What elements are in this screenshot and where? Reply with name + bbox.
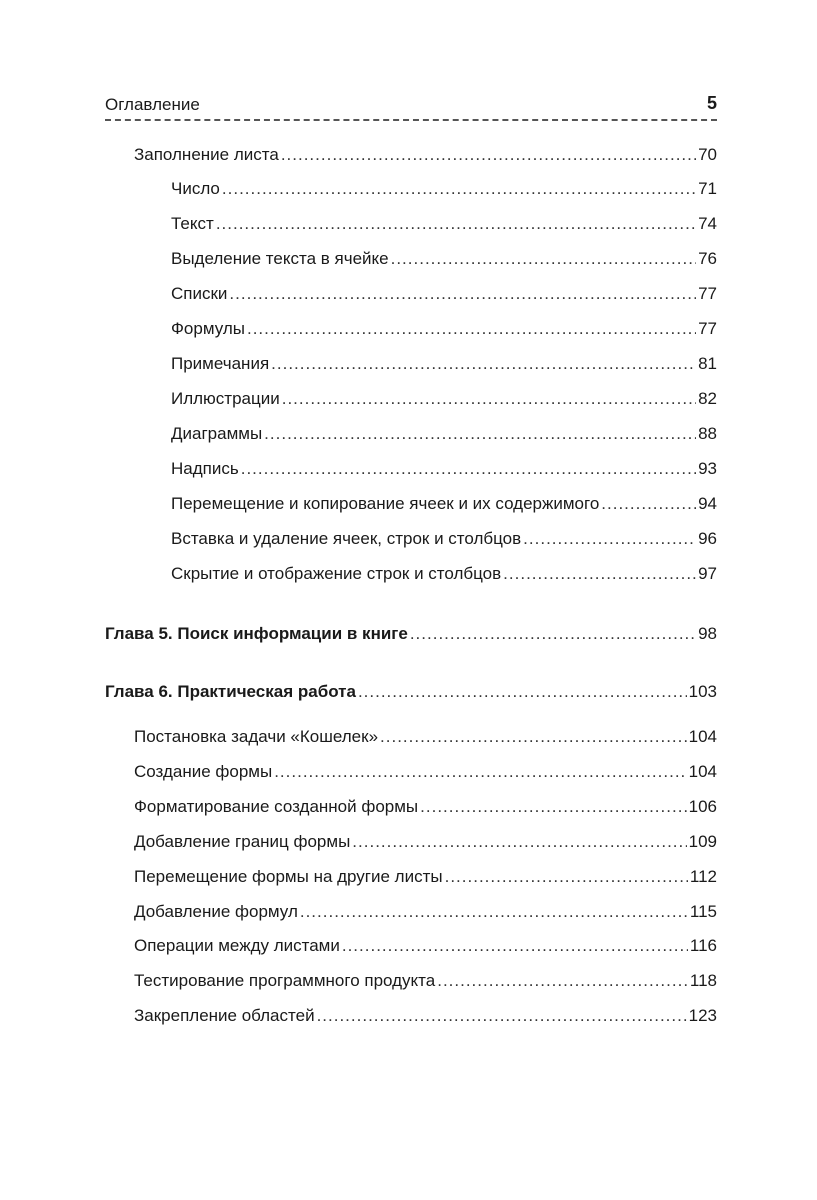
toc-entry-label: Надпись [171, 459, 239, 478]
toc-entry [171, 352, 717, 376]
toc-entry-label: Добавление формул [134, 902, 298, 921]
toc-entry-page: 103 [688, 682, 717, 701]
toc-entry-page: 94 [698, 494, 717, 513]
toc-entry [134, 725, 717, 749]
toc-entry-label: Диаграммы [171, 424, 263, 443]
toc-entry-label: Операции между листами [134, 936, 340, 955]
toc-entry-page: 118 [689, 971, 717, 990]
toc-entry-label: Закрепление областей [134, 1006, 315, 1025]
toc-entry [134, 830, 717, 854]
toc-entry-page: 88 [698, 424, 717, 443]
toc-entry [171, 527, 717, 551]
dot-leader [342, 934, 688, 958]
toc-entry [171, 212, 717, 236]
toc-entry-page: 116 [689, 936, 717, 955]
toc-entry-page: 104 [688, 762, 717, 781]
toc-entry [171, 247, 717, 271]
toc-entry-label: Постановка задачи «Кошелек» [134, 727, 379, 746]
toc-entry-label: Форматирование созданной формы [134, 797, 419, 816]
dot-leader [352, 830, 686, 854]
toc-entry [171, 562, 717, 586]
dot-leader [274, 760, 686, 784]
toc-entry-label: Иллюстрации [171, 389, 280, 408]
dot-leader [271, 352, 696, 376]
toc-entry-page: 81 [698, 354, 717, 373]
dot-leader [391, 247, 696, 271]
running-head-title: Оглавление [105, 95, 200, 114]
dot-leader [445, 865, 688, 889]
dot-leader [503, 562, 696, 586]
dot-leader [229, 282, 696, 306]
toc-entry-page: 77 [698, 284, 717, 303]
toc-entry [171, 387, 717, 411]
dot-leader [601, 492, 696, 516]
toc-entry-page: 97 [698, 564, 717, 583]
toc-entry [171, 422, 717, 446]
toc-entry-label: Заполнение листа [134, 145, 279, 164]
running-head-page-number: 5 [706, 93, 717, 113]
toc-entry-label: Тестирование программного продукта [134, 971, 436, 990]
dot-leader [282, 387, 696, 411]
toc-entry-page: 115 [689, 902, 717, 921]
toc-entry-page: 98 [698, 624, 717, 643]
toc-entry [134, 865, 717, 889]
toc-chapter-entry [105, 680, 717, 704]
toc-entry-label: Примечания [171, 354, 270, 373]
dot-leader [222, 177, 696, 201]
toc-entry [171, 177, 717, 201]
toc-entry-label: Глава 5. Поиск информации в книге [105, 624, 408, 643]
toc-entry [134, 900, 717, 924]
toc-entry-page: 106 [688, 797, 717, 816]
toc-entry-page: 70 [698, 145, 717, 164]
toc-entry-label: Создание формы [134, 762, 273, 781]
dot-leader [358, 680, 687, 704]
dot-leader [264, 422, 696, 446]
toc-entry-page: 74 [698, 214, 717, 233]
dot-leader [410, 622, 696, 646]
toc-entry [134, 969, 717, 993]
toc-entry [171, 492, 717, 516]
dot-leader [247, 317, 696, 341]
toc-entry [171, 282, 717, 306]
toc-entry-label: Вставка и удаление ячеек, строк и столбцов [171, 529, 522, 548]
toc-entry-page: 96 [698, 529, 717, 548]
toc-entry-label: Списки [171, 284, 228, 303]
dot-leader [317, 1004, 687, 1028]
toc-entry-page: 109 [688, 832, 717, 851]
toc-entry-page: 71 [698, 179, 717, 198]
dot-leader [523, 527, 696, 551]
toc-entry-label: Выделение текста в ячейке [171, 249, 389, 268]
toc-entry [134, 760, 717, 784]
toc-entry-page: 82 [698, 389, 717, 408]
toc-entry-page: 104 [688, 727, 717, 746]
toc-entry [134, 934, 717, 958]
toc-entry [171, 317, 717, 341]
toc-entry [134, 143, 717, 167]
toc-entry-page: 123 [688, 1006, 717, 1025]
toc-entry-label: Число [171, 179, 220, 198]
toc-chapter-entry [105, 622, 717, 646]
toc-entry-label: Формулы [171, 319, 245, 338]
toc-entry-label: Текст [171, 214, 214, 233]
toc-entry-label: Перемещение и копирование ячеек и их содержимого [171, 494, 600, 513]
toc-entry [134, 795, 717, 819]
toc-entry-page: 93 [698, 459, 717, 478]
toc-entry-label: Перемещение формы на другие листы [134, 867, 443, 886]
toc-entry-page: 112 [689, 867, 717, 886]
toc-entry [134, 1004, 717, 1028]
dot-leader [216, 212, 696, 236]
toc-entry-page: 77 [698, 319, 717, 338]
dot-leader [437, 969, 688, 993]
dot-leader [281, 143, 696, 167]
dot-leader [380, 725, 687, 749]
dot-leader [241, 457, 696, 481]
toc-entry-label: Глава 6. Практическая работа [105, 682, 356, 701]
dot-leader [300, 900, 688, 924]
toc-entry-label: Скрытие и отображение строк и столбцов [171, 564, 502, 583]
toc-entry-page: 76 [698, 249, 717, 268]
toc-entry [171, 457, 717, 481]
dot-leader [420, 795, 686, 819]
toc-entry-label: Добавление границ формы [134, 832, 351, 851]
